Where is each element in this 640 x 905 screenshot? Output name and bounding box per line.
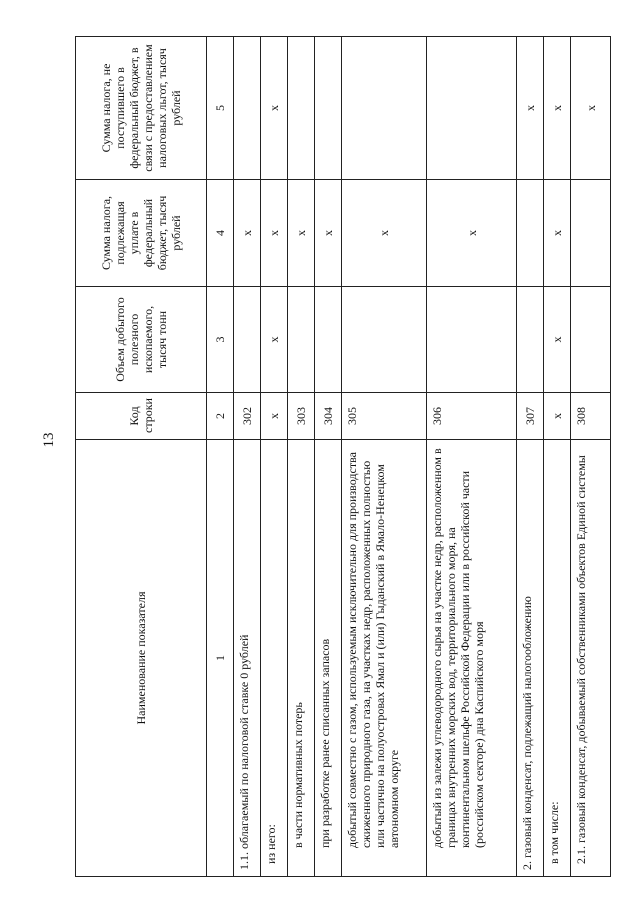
row-name: из него: — [261, 440, 288, 877]
header-tax: Сумма налога, подлежащая уплате в федеральный бюджет, тысяч рублей — [76, 180, 207, 287]
row-code: 307 — [517, 393, 544, 440]
header-volume: Объем добытого полезного ископаемого, тысяч тонн — [76, 287, 207, 393]
row-code: 303 — [288, 393, 315, 440]
table-row — [261, 37, 288, 877]
row-name: добытый совместно с газом, используемым исключительно для производства сжиженного природного газа, на участках недр, расположенных полностью или частично на полуостровах Ямал и (или) Гыданский в Ямало-Ненецком автономном округе — [342, 440, 427, 877]
header-row — [76, 37, 207, 877]
row-tax: х — [427, 180, 517, 287]
row-tax-not-received — [427, 37, 517, 180]
row-volume — [427, 287, 517, 393]
row-name: в том числе: — [544, 440, 571, 877]
row-tax — [571, 180, 611, 287]
row-name: 1.1. облагаемый по налоговой ставке 0 рублей — [234, 440, 261, 877]
header-tax-not-received: Сумма налога, не поступившего в федеральный бюджет, в связи с предоставлением налоговых льгот, тысяч рублей — [76, 37, 207, 180]
table-row — [517, 37, 544, 877]
row-tax-not-received — [288, 37, 315, 180]
row-tax-not-received: х — [517, 37, 544, 180]
colnum-1: 1 — [207, 440, 234, 877]
page-number: 13 — [41, 432, 57, 448]
colnum-3: 3 — [207, 287, 234, 393]
colnum-5: 5 — [207, 37, 234, 180]
table-row — [315, 37, 342, 877]
rotated-table-wrapper — [75, 37, 635, 877]
row-tax-not-received — [342, 37, 427, 180]
row-tax-not-received: х — [261, 37, 288, 180]
row-tax: х — [288, 180, 315, 287]
row-tax: х — [342, 180, 427, 287]
row-code: х — [261, 393, 288, 440]
header-code: Код строки — [76, 393, 207, 440]
row-volume: х — [261, 287, 288, 393]
table-row — [234, 37, 261, 877]
row-code: х — [544, 393, 571, 440]
table-row — [571, 37, 611, 877]
row-volume — [315, 287, 342, 393]
table-row — [288, 37, 315, 877]
tax-report-table — [75, 36, 611, 877]
row-name: 2. газовый конденсат, подлежащий налогообложению — [517, 440, 544, 877]
row-code: 305 — [342, 393, 427, 440]
column-number-row — [207, 37, 234, 877]
row-code: 302 — [234, 393, 261, 440]
row-volume — [571, 287, 611, 393]
row-volume — [288, 287, 315, 393]
row-name: 2.1. газовый конденсат, добываемый собственниками объектов Единой системы — [571, 440, 611, 877]
row-tax: х — [261, 180, 288, 287]
table-row — [342, 37, 427, 877]
row-code: 308 — [571, 393, 611, 440]
row-tax-not-received: х — [544, 37, 571, 180]
table-row — [427, 37, 517, 877]
colnum-2: 2 — [207, 393, 234, 440]
row-tax: х — [544, 180, 571, 287]
row-tax: х — [315, 180, 342, 287]
row-name: добытый из залежи углеводородного сырья на участке недр, расположенном в границах внутренних морских вод, территориального моря, на континентальном шельфе Российской Федерации или в российской части (российском секторе) дна Каспийского моря — [427, 440, 517, 877]
header-name: Наименование показателя — [76, 440, 207, 877]
row-tax-not-received: х — [571, 37, 611, 180]
row-volume: х — [544, 287, 571, 393]
row-volume — [517, 287, 544, 393]
row-name: в части нормативных потерь — [288, 440, 315, 877]
row-volume — [342, 287, 427, 393]
row-tax: х — [234, 180, 261, 287]
table-row — [544, 37, 571, 877]
colnum-4: 4 — [207, 180, 234, 287]
row-code: 306 — [427, 393, 517, 440]
row-tax-not-received — [315, 37, 342, 180]
row-tax-not-received — [234, 37, 261, 180]
row-code: 304 — [315, 393, 342, 440]
row-tax — [517, 180, 544, 287]
row-volume — [234, 287, 261, 393]
row-name: при разработке ранее списанных запасов — [315, 440, 342, 877]
